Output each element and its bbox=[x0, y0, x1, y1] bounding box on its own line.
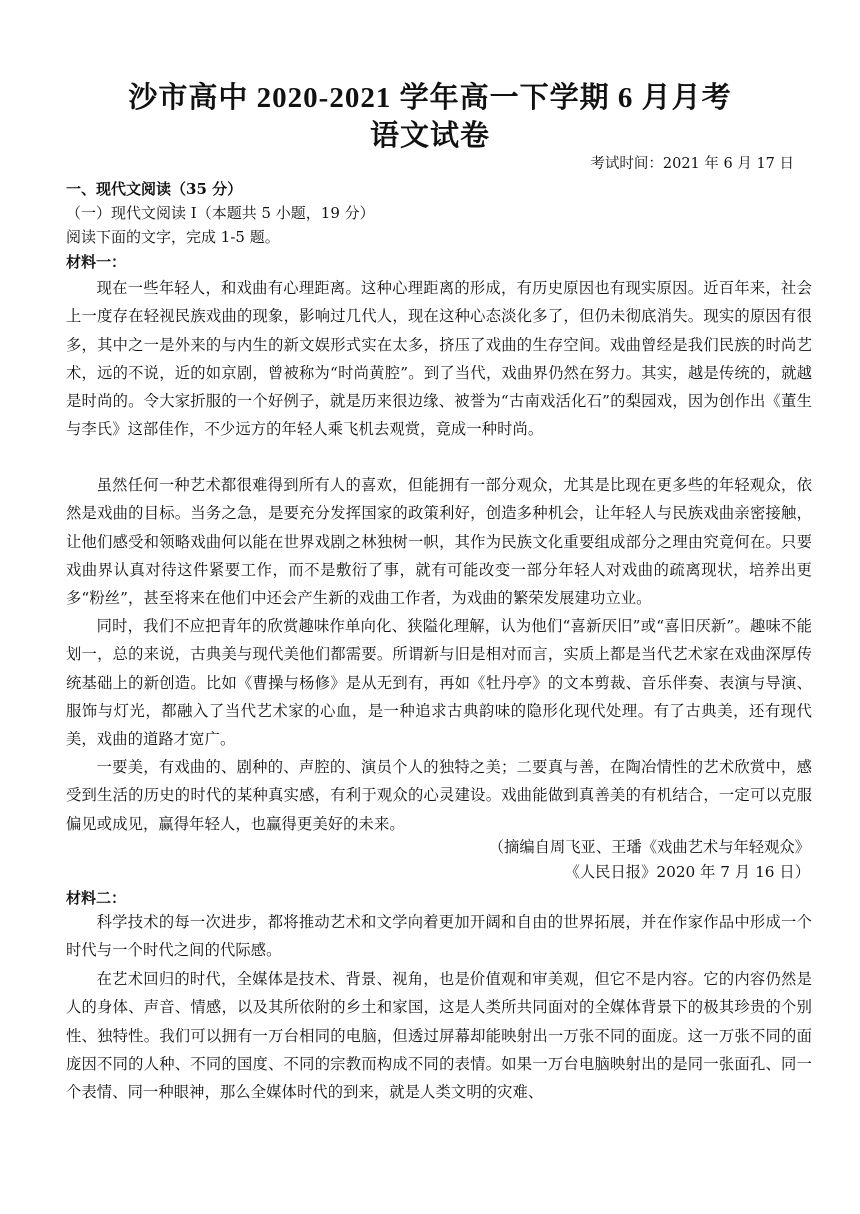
material-one-label: 材料一： bbox=[66, 253, 127, 271]
material-one-source-date: 《人民日报》2020 年 7 月 16 日） bbox=[564, 863, 810, 881]
exam-title: 沙市高中 2020-2021 学年高一下学期 6 月月考 bbox=[128, 82, 732, 114]
exam-subject-title: 语文试卷 bbox=[369, 120, 490, 152]
material-two-label: 材料二： bbox=[66, 889, 127, 907]
material-one-paragraph: 现在一些年轻人，和戏曲有心理距离。这种心理距离的形成，有历史原因也有现实原因。近百年来，社会上一度存在轻视民族戏曲的现象，影响过几代人，现在这种心态淡化多了，但仍未彻底消失。现实的原因有很多，其中之一是外来的与内生的新文娱形式实在太多，挤压了戏曲的生存空间。戏曲曾经是我们民族的时尚艺术，远的不说，近的如京剧，曾被称为“时尚黄腔”。到了当代，戏曲界仍然在努力。其实，越是传统的，就越是时尚的。令大家折服的一个好例子，就是历来很边缘、被誉为“古南戏活化石”的梨园戏，因为创作出《董生与李氏》这部佳作，不少远方的年轻人乘飞机去观赏，竟成一种时尚。 bbox=[66, 279, 812, 439]
material-one-paragraph: 一要美，有戏曲的、剧种的、声腔的、演员个人的独特之美；二要真与善，在陶冶情性的艺术欣赏中，感受到生活的历史的时代的某种真实感，有利于观众的心灵建设。戏曲能做到真善美的有机结合，一定可以克服偏见或成见，赢得年轻人，也赢得更美好的未来。 bbox=[66, 758, 812, 833]
section-heading: 一、现代文阅读（35 分） bbox=[66, 180, 243, 198]
material-two-paragraph: 在艺术回归的时代，全媒体是技术、背景、视角，也是价值观和审美观，但它不是内容。它的内容仍然是人的身体、声音、情感，以及其所依附的乡土和家国，这是人类所共同面对的全媒体背景下的极其珍贵的个别性、独特性。我们可以拥有一万台相同的电脑，但透过屏幕却能映射出一万张不同的面庞。这一万张不同的面庞因不同的人种、不同的国度、不同的宗教而构成不同的表情。如果一万台电脑映射出的是同一张面孔、同一个表情、同一种眼神，那么全媒体时代的到来，就是人类文明的灾难、 bbox=[66, 970, 812, 1102]
material-two-paragraph: 科学技术的每一次进步，都将推动艺术和文学向着更加开阔和自由的世界拓展，并在作家作品中形成一个时代与一个时代之间的代际感。 bbox=[66, 913, 812, 960]
material-one-source: （摘编自周飞亚、王璠《戏曲艺术与年轻观众》 bbox=[488, 838, 810, 856]
subsection-heading: （一）现代文阅读 I（本题共 5 小题，19 分） bbox=[66, 204, 375, 222]
exam-time: 考试时间：2021 年 6 月 17 日 bbox=[590, 156, 794, 172]
reading-instruction: 阅读下面的文字，完成 1-5 题。 bbox=[66, 228, 280, 246]
material-one-paragraph: 同时，我们不应把青年的欣赏趣味作单向化、狭隘化理解，认为他们“喜新厌旧”或“喜旧厌新”。趣味不能划一，总的来说，古典美与现代美他们都需要。所谓新与旧是相对而言，实质上都是当代艺术家在戏曲深厚传统基础上的新创造。比如《曹操与杨修》是从无到有，再如《牡丹亭》的文本剪裁、音乐伴奏、表演与导演、服饰与灯光，都融入了当代艺术家的心血，是一种追求古典韵味的隐形化现代处理。有了古典美，还有现代美，戏曲的道路才宽广。 bbox=[66, 617, 812, 749]
material-one-paragraph: 虽然任何一种艺术都很难得到所有人的喜欢，但能拥有一部分观众，尤其是比现在更多些的年轻观众，依然是戏曲的目标。当务之急，是要充分发挥国家的政策利好，创造多种机会，让年轻人与民族戏曲亲密接触，让他们感受和领略戏曲何以能在世界戏剧之林独树一帜，其作为民族文化重要组成部分之理由究竟何在。只要戏曲界认真对待这件紧要工作，而不是敷衍了事，就有可能改变一部分年轻人对戏曲的疏离现状，培养出更多“粉丝”，甚至将来在他们中还会产生新的戏曲工作者，为戏曲的繁荣发展建功立业。 bbox=[66, 476, 812, 608]
